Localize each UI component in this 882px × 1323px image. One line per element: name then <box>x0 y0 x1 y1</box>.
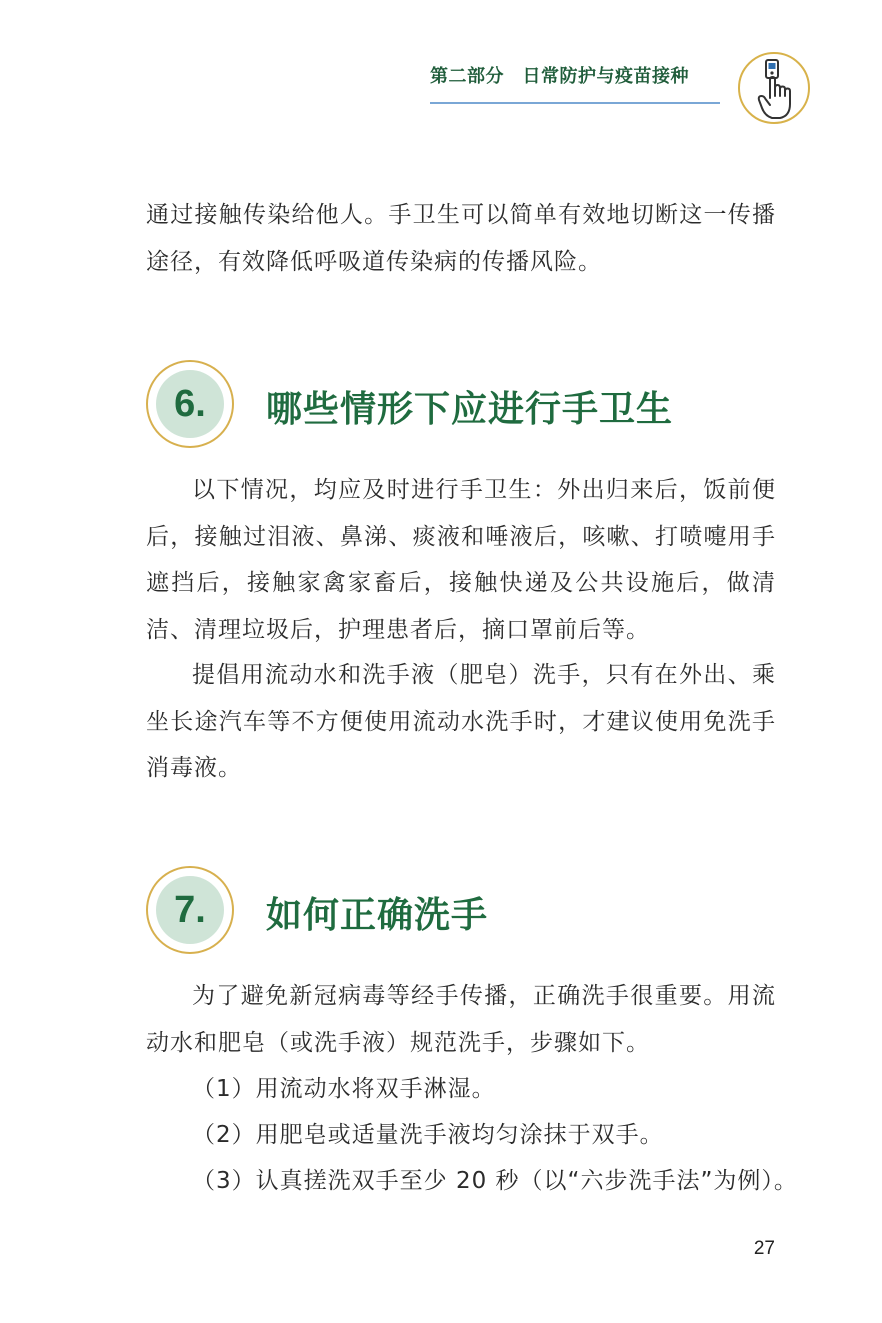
section-6-number-badge <box>146 360 234 448</box>
page-number: 27 <box>753 1238 775 1259</box>
washing-step-2: （2）用肥皂或适量洗手液均匀涂抹于双手。 <box>192 1122 664 1148</box>
section-7-number: 7. <box>174 889 206 931</box>
washing-step-3: （3）认真搓洗双手至少 20 秒（以“六步洗手法”为例）。 <box>192 1168 798 1194</box>
intro-paragraph: 通过接触传染给他人。手卫生可以简单有效地切断这一传播途径，有效降低呼吸道传染病的传播风险。 <box>146 202 776 275</box>
header-divider <box>430 102 720 104</box>
washing-step-1: （1）用流动水将双手淋湿。 <box>192 1076 496 1102</box>
section-6-number: 6. <box>174 383 206 425</box>
section-7-paragraph: 为了避免新冠病毒等经手传播，正确洗手很重要。用流动水和肥皂（或洗手液）规范洗手，步骤如下。 <box>146 983 776 1056</box>
section-6-paragraph-1: 以下情况，均应及时进行手卫生：外出归来后，饭前便后，接触过泪液、鼻涕、痰液和唾液后，咳嗽、打喷嚏用手遮挡后，接触家禽家畜后，接触快递及公共设施后，做清洁、清理垃圾后，护理患者后，摘口罩前后等。 <box>146 477 776 643</box>
section-6-heading: 哪些情形下应进行手卫生 <box>266 389 674 430</box>
section-6-paragraph-2: 提倡用流动水和洗手液（肥皂）洗手，只有在外出、乘坐长途汽车等不方便使用流动水洗手时，才建议使用免洗手消毒液。 <box>146 662 776 781</box>
section-7-heading: 如何正确洗手 <box>266 895 489 936</box>
hand-phone-icon <box>754 58 798 122</box>
header-badge <box>738 52 810 124</box>
section-7-number-badge <box>146 866 234 954</box>
running-header-title: 第二部分 日常防护与疫苗接种 <box>430 66 689 87</box>
